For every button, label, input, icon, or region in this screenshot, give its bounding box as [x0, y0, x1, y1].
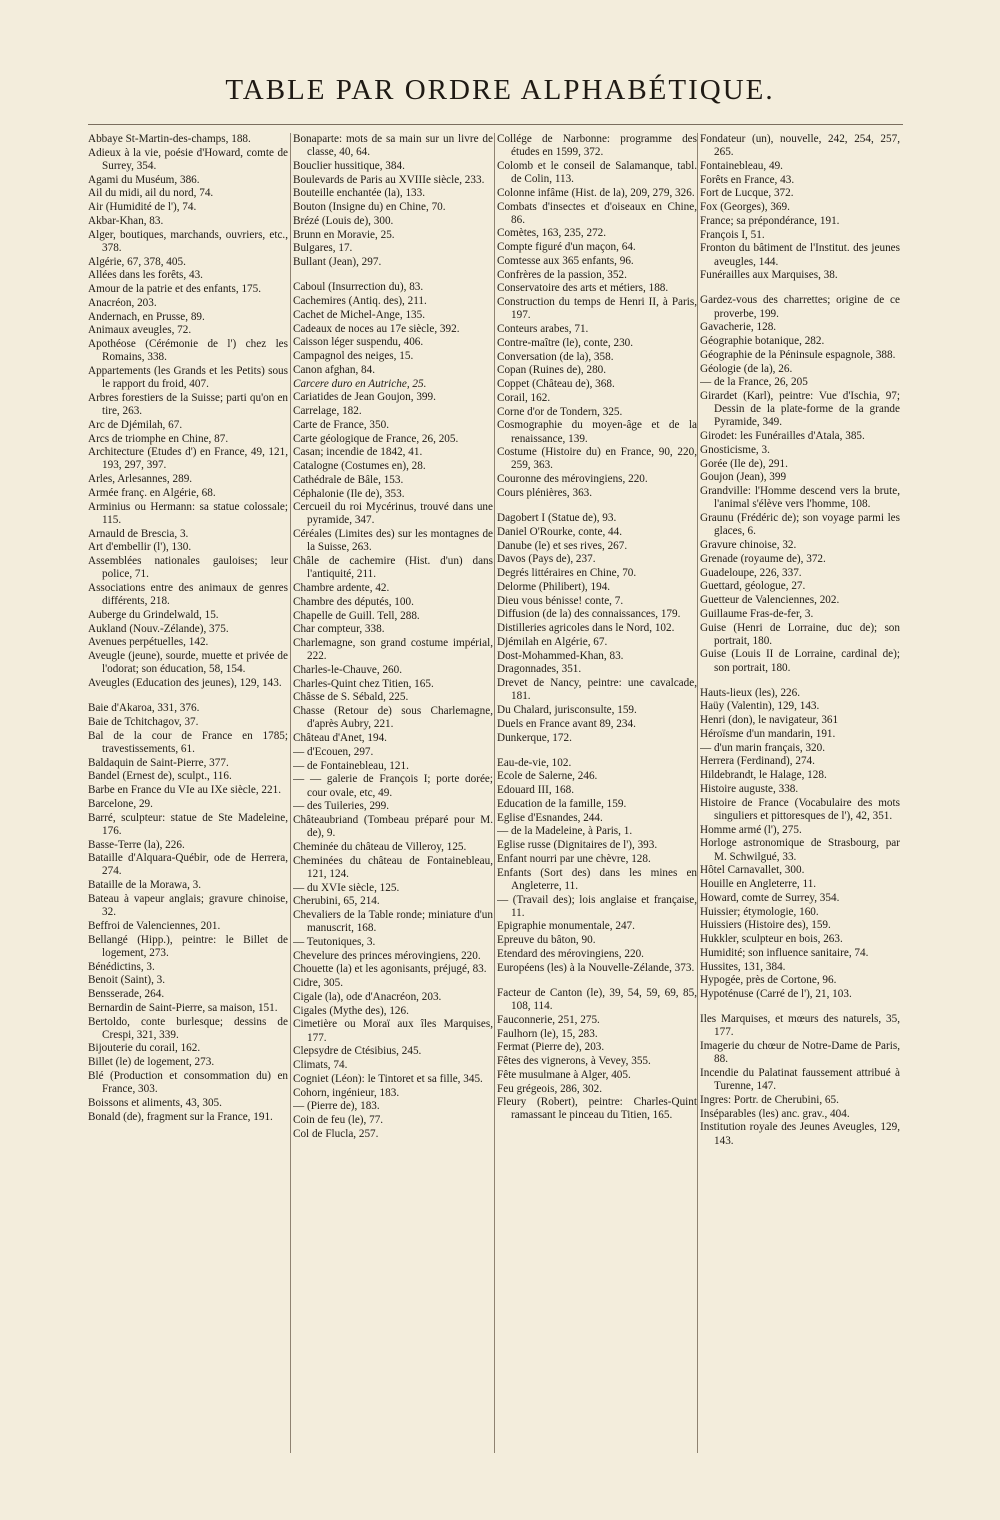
index-entry: Baie de Tchitchagov, 37. [88, 715, 199, 728]
index-entry: Davos (Pays de), 237. [497, 553, 596, 566]
index-entry: Bijouterie du corail, 162. [88, 1042, 201, 1055]
index-entry: Hussites, 131, 384. [700, 960, 786, 973]
index-entry: — de la France, 26, 205 [700, 376, 808, 389]
index-entry: Du Chalard, jurisconsulte, 159. [497, 704, 637, 716]
index-entry: Charles-le-Chauve, 260. [293, 663, 403, 676]
index-entry: Guise (Louis II de Lorraine, cardinal de); son portrait, 180. [700, 648, 900, 674]
index-entry: Cheminées du château de Fontainebleau, 121, 124. [293, 854, 493, 880]
index-entry: Guadeloupe, 226, 337. [700, 566, 802, 579]
index-entry: Céréales (Limites des) sur les montagnes de la Suisse, 263. [293, 528, 493, 554]
index-column-1 [88, 133, 288, 1453]
index-entry: — de la Madeleine, à Paris, 1. [497, 825, 633, 838]
index-entry: Basse-Terre (la), 226. [88, 838, 185, 851]
index-entry: Baie d'Akaroa, 331, 376. [88, 702, 200, 715]
index-entry: Aveugles (Education des jeunes), 129, 143. [88, 677, 282, 690]
index-entry: Hypogée, près de Cortone, 96. [700, 974, 837, 987]
index-entry: Bénédictins, 3. [88, 960, 155, 973]
index-entry: Cidre, 305. [293, 977, 344, 990]
index-entry: Dost-Mohammed-Khan, 83. [497, 649, 624, 662]
index-entry: Enfants (Sort des) dans les mines en Angleterre, 11. [497, 866, 697, 892]
index-entry: Gravure chinoise, 32. [700, 539, 797, 551]
index-entry: Howard, comte de Surrey, 354. [700, 891, 840, 904]
index-entry: Aveugle (jeune), sourde, muette et privée de l'odorat; son éducation, 58, 154. [88, 650, 288, 676]
index-entry: — des Tuileries, 299. [293, 800, 390, 813]
index-entry: Haüy (Valentin), 129, 143. [700, 700, 820, 713]
index-entry: Avenues perpétuelles, 142. [88, 636, 209, 649]
index-entry: Fleury (Robert), peintre: Charles-Quint ramassant le pinceau du Titien, 165. [497, 1096, 697, 1122]
index-entry: Akbar-Khan, 83. [88, 214, 164, 227]
index-entry: Confrères de la passion, 352. [497, 268, 627, 281]
index-entry: Bouclier hussitique, 384. [293, 159, 405, 172]
index-entry: Carrelage, 182. [293, 405, 362, 418]
index-entry: Andernach, en Prusse, 89. [88, 310, 205, 323]
index-entry: Iles Marquises, et mœurs des naturels, 35, 177. [700, 1013, 900, 1039]
index-entry: Houille en Angleterre, 11. [700, 878, 817, 891]
index-entry: — (Travail des); lois anglaise et française, 11. [497, 893, 697, 919]
index-entry: Cours plénières, 363. [497, 486, 593, 499]
index-entry: Girodet: les Funérailles d'Atala, 385. [700, 430, 865, 443]
index-entry: Assemblées nationales gauloises; leur police, 71. [88, 555, 288, 581]
index-entry: Animaux aveugles, 72. [88, 324, 192, 337]
index-entry: Dunkerque, 172. [497, 731, 572, 744]
index-entry: Bulgares, 17. [293, 242, 353, 255]
index-entry: Coin de feu (le), 77. [293, 1114, 384, 1127]
index-entry: Fauconnerie, 251, 275. [497, 1013, 600, 1026]
index-entry: Baldaquin de Saint-Pierre, 377. [88, 756, 229, 769]
index-entry: Incendie du Palatinat faussement attribué à Turenne, 147. [700, 1067, 900, 1093]
index-entry: Gardez-vous des charrettes; origine de ce proverbe, 199. [700, 294, 900, 320]
index-entry: Charlemagne, son grand costume impérial, 222. [293, 637, 493, 663]
index-entry: Forêts en France, 43. [700, 173, 795, 186]
index-entry: Arbres forestiers de la Suisse; parti qu'on en tire, 263. [88, 391, 288, 418]
index-entry: Barré, sculpteur: statue de Ste Madeleine, 176. [88, 811, 288, 837]
index-entry: Education de la famille, 159. [497, 797, 627, 810]
index-entry: Grenade (royaume de), 372. [700, 552, 826, 565]
index-entry: Fort de Lucque, 372. [700, 187, 794, 200]
index-entry: Cigale (la), ode d'Anacréon, 203. [293, 990, 442, 1003]
index-entry: Edouard III, 168. [497, 784, 575, 797]
index-entry: Bataille de la Morawa, 3. [88, 879, 202, 892]
index-entry: Associations entre des animaux de genres différents, 218. [88, 582, 288, 608]
index-entry: Brézé (Louis de), 300. [293, 214, 394, 227]
index-entry: Bandel (Ernest de), sculpt., 116. [88, 770, 232, 783]
index-entry: Guettard, géologue, 27. [700, 580, 806, 593]
index-entry: Eglise russe (Dignitaires de l'), 393. [497, 839, 658, 852]
index-entry: Guise (Henri de Lorraine, duc de); son portrait, 180. [700, 621, 900, 647]
index-entry: Amour de la patrie et des enfants, 175. [88, 283, 262, 296]
index-entry: Boulevards de Paris au XVIIIe siècle, 233. [293, 173, 485, 186]
index-entry: Cosmographie du moyen-âge et de la renaissance, 139. [497, 419, 697, 445]
index-entry: Charles-Quint chez Titien, 165. [293, 677, 434, 690]
index-entry: Feu grégeois, 286, 302. [497, 1082, 603, 1095]
index-entry: Bouteille enchantée (la), 133. [293, 187, 426, 200]
index-entry: Bullant (Jean), 297. [293, 256, 382, 269]
index-entry: Couronne des mérovingiens, 220. [497, 473, 648, 486]
index-entry: Fontainebleau, 49. [700, 159, 783, 172]
index-column-3 [497, 133, 697, 1453]
index-entry: Ingres: Portr. de Cherubini, 65. [700, 1093, 839, 1106]
index-entry: Homme armé (l'), 275. [700, 823, 802, 836]
index-entry: Chasse (Retour de) sous Charlemagne, d'après Aubry, 221. [293, 705, 493, 731]
index-entry: Cathédrale de Bâle, 153. [293, 473, 404, 486]
index-entry: Bellangé (Hipp.), peintre: le Billet de logement, 273. [88, 933, 288, 959]
index-entry: Châteaubriand (Tombeau préparé pour M. de), 9. [293, 814, 493, 840]
index-entry: Comètes, 163, 235, 272. [497, 227, 607, 240]
index-entry: Bateau à vapeur anglais; gravure chinoise, 32. [88, 892, 288, 919]
index-entry: Beffroi de Valenciennes, 201. [88, 919, 221, 932]
index-entry: Arcs de triomphe en Chine, 87. [88, 432, 229, 445]
index-entry: Casan; incendie de 1842, 41. [293, 446, 423, 459]
index-entry: Hauts-lieux (les), 226. [700, 686, 801, 699]
index-entry: Chapelle de Guill. Tell, 288. [293, 609, 420, 622]
index-entry: Climats, 74. [293, 1059, 348, 1072]
index-entry: — Teutoniques, 3. [293, 935, 376, 948]
index-entry: Copan (Ruines de), 280. [497, 364, 607, 377]
index-entry: Fronton du bâtiment de l'Institut. des jeunes aveugles, 144. [700, 242, 900, 268]
index-entry: Eglise d'Esnandes, 244. [497, 811, 603, 824]
index-entry: Conservatoire des arts et métiers, 188. [497, 282, 669, 295]
index-entry: Guillaume Fras-de-fer, 3. [700, 607, 814, 620]
index-entry: Hôtel Carnavallet, 300. [700, 864, 805, 877]
index-entry: Châle de cachemire (Hist. d'un) dans l'antiquité, 211. [293, 555, 493, 581]
index-entry: Colomb et le conseil de Salamanque, tabl. de Colin, 113. [497, 159, 697, 186]
index-entry: Abbaye St-Martin-des-champs, 188. [88, 133, 251, 145]
index-entry: Hypoténuse (Carré de l'), 21, 103. [700, 988, 852, 1001]
index-entry: Géographie de la Péninsule espagnole, 388. [700, 348, 896, 361]
index-entry: — (Pierre de), 183. [293, 1100, 380, 1113]
index-entry: — du XVIe siècle, 125. [293, 881, 400, 894]
index-entry: Institution royale des Jeunes Aveugles, 129, 143. [700, 1121, 900, 1147]
index-column-4 [700, 133, 900, 1453]
index-entry: Chambre ardente, 42. [293, 582, 390, 595]
index-entry: Apothéose (Cérémonie de l') chez les Romains, 338. [88, 338, 288, 364]
index-entry: Goujon (Jean), 399 [700, 471, 787, 484]
column-divider [494, 133, 495, 1453]
index-entry: Héroïsme d'un mandarin, 191. [700, 727, 836, 740]
index-entry: Colonne infâme (Hist. de la), 209, 279, 326. [497, 186, 695, 199]
index-entry: Facteur de Canton (le), 39, 54, 59, 69, 85, 108, 114. [497, 986, 697, 1013]
index-entry: Arnauld de Brescia, 3. [88, 527, 189, 540]
index-entry: Dieu vous bénisse! conte, 7. [497, 594, 624, 607]
index-entry: Humidité; son influence sanitaire, 74. [700, 946, 869, 959]
index-entry: Cariatides de Jean Goujon, 399. [293, 391, 436, 404]
index-entry: Cigales (Mythe des), 126. [293, 1004, 409, 1017]
index-entry: Fox (Georges), 369. [700, 201, 790, 214]
index-entry: Duels en France avant 89, 234. [497, 717, 636, 730]
index-entry: Art d'embellir (l'), 130. [88, 541, 192, 554]
index-entry: Etendard des mérovingiens, 220. [497, 947, 644, 960]
index-entry: Cercueil du roi Mycérinus, trouvé dans une pyramide, 347. [293, 501, 493, 527]
index-entry: Barbe en France du VIe au IXe siècle, 221. [88, 784, 282, 797]
index-entry: Eau-de-vie, 102. [497, 756, 572, 769]
index-entry: François I, 51. [700, 228, 765, 241]
index-entry: Aukland (Nouv.-Zélande), 375. [88, 622, 229, 635]
index-entry: Grandville: l'Homme descend vers la brute, l'animal s'élève vers l'homme, 108. [700, 485, 900, 511]
index-entry: Fêtes des vignerons, à Vevey, 355. [497, 1055, 651, 1068]
index-entry: Compte figuré d'un maçon, 64. [497, 241, 636, 254]
index-entry: Brunn en Moravie, 25. [293, 228, 395, 241]
index-entry: Algérie, 67, 378, 405. [88, 255, 186, 268]
index-entry: Cherubini, 65, 214. [293, 895, 380, 908]
index-entry: Arc de Djémilah, 67. [88, 418, 183, 431]
index-entry: Cachemires (Antiq. des), 211. [293, 295, 427, 308]
index-entry: Girardet (Karl), peintre: Vue d'Ischia, 97; Dessin de la plate-forme de la grande Pyramide, 349. [700, 390, 900, 429]
index-entry: Ail du midi, ail du nord, 74. [88, 187, 214, 200]
index-entry: Enfant nourri par une chèvre, 128. [497, 852, 651, 865]
index-entry: Horloge astronomique de Strasbourg, par M. Schwilgué, 33. [700, 837, 900, 863]
index-entry: — de Fontainebleau, 121. [293, 759, 409, 772]
index-entry: Imagerie du chœur de Notre-Dame de Paris, 88. [700, 1040, 900, 1066]
index-entry: Catalogne (Costumes en), 28. [293, 460, 426, 473]
index-entry: Conversation (de la), 358. [497, 350, 614, 363]
index-entry: Boissons et aliments, 43, 305. [88, 1096, 222, 1109]
index-entry: Costume (Histoire du) en France, 90, 220, 259, 363. [497, 446, 697, 472]
index-entry: Gorée (Ile de), 291. [700, 457, 788, 470]
index-entry: Fête musulmane à Alger, 405. [497, 1068, 631, 1081]
index-entry: Cachet de Michel-Ange, 135. [293, 308, 426, 321]
index-entry: Arles, Arlesannes, 289. [88, 473, 193, 486]
index-entry: Contre-maître (le), conte, 230. [497, 336, 634, 349]
index-entry: Collége de Narbonne: programme des études en 1599, 372. [497, 133, 697, 159]
index-entry: Guetteur de Valenciennes, 202. [700, 594, 840, 606]
column-divider [290, 133, 291, 1453]
index-entry: Chambre des députés, 100. [293, 595, 414, 608]
index-entry: Barcelone, 29. [88, 797, 153, 810]
index-entry: Fondateur (un), nouvelle, 242, 254, 257, 265. [700, 133, 900, 159]
index-entry: Agami du Muséum, 386. [88, 173, 200, 186]
index-entry: Armée franç. en Algérie, 68. [88, 486, 216, 499]
index-entry: Char compteur, 338. [293, 623, 385, 636]
index-entry: Gnosticisme, 3. [700, 443, 770, 456]
index-entry: Djémilah en Algérie, 67. [497, 635, 608, 648]
index-entry: Bouton (Insigne du) en Chine, 70. [293, 201, 446, 214]
index-entry: Corne d'or de Tondern, 325. [497, 405, 623, 418]
index-entry: Bonaparte: mots de sa main sur un livre de classe, 40, 64. [293, 133, 493, 159]
index-entry: Corail, 162. [497, 391, 551, 404]
index-entry: Fermat (Pierre de), 203. [497, 1041, 605, 1054]
index-entry: Delorme (Philibert), 194. [497, 580, 611, 593]
index-entry: Funérailles aux Marquises, 38. [700, 269, 838, 282]
index-entry: Drevet de Nancy, peintre: une cavalcade, 181. [497, 677, 697, 703]
index-entry: Cohorn, ingénieur, 183. [293, 1086, 400, 1099]
index-entry: — d'Ecouen, 297. [293, 745, 374, 758]
index-entry: Degrés littéraires en Chine, 70. [497, 567, 637, 580]
index-entry: Carte de France, 350. [293, 418, 389, 431]
index-entry: Huissier; étymologie, 160. [700, 905, 819, 918]
index-entry: Faulhorn (le), 15, 283. [497, 1027, 598, 1040]
index-entry: Ecole de Salerne, 246. [497, 770, 598, 783]
index-entry: — — galerie de François I; porte dorée; cour ovale, etc, 49. [293, 773, 493, 799]
index-entry: Clepsydre de Ctésibius, 245. [293, 1045, 422, 1058]
index-entry: Histoire de France (Vocabulaire des mots singuliers et pittoresques de l'), 42, 351. [700, 796, 900, 822]
index-entry: Combats d'insectes et d'oiseaux en Chine, 86. [497, 200, 697, 226]
index-entry: Bataille d'Alquara-Québir, ode de Herrera, 274. [88, 852, 288, 878]
index-entry: Architecture (Etudes d') en France, 49, 121, 193, 297, 397. [88, 446, 288, 472]
index-entry: Arminius ou Hermann: sa statue colossale; 115. [88, 500, 288, 526]
index-entry: Alger, boutiques, marchands, ouvriers, etc., 378. [88, 228, 288, 254]
index-entry: Châsse de S. Sébald, 225. [293, 691, 409, 704]
index-entry: Dragonnades, 351. [497, 663, 582, 676]
index-entry: Air (Humidité de l'), 74. [88, 201, 197, 214]
index-entry: Allées dans les forêts, 43. [88, 269, 203, 282]
index-entry: Col de Flucla, 257. [293, 1127, 379, 1140]
index-entry: Caisson léger suspendu, 406. [293, 336, 424, 349]
index-entry: Campagnol des neiges, 15. [293, 350, 414, 363]
index-entry: Bernardin de Saint-Pierre, sa maison, 151. [88, 1001, 278, 1014]
index-entry: Chevaliers de la Table ronde; miniature d'un manuscrit, 168. [293, 909, 493, 935]
index-entry: Bertoldo, conte burlesque; dessins de Crespi, 321, 339. [88, 1015, 288, 1041]
index-entry: Chouette (la) et les agonisants, préjugé, 83. [293, 963, 487, 976]
title-rule [88, 124, 903, 125]
index-entry: Construction du temps de Henri II, à Paris, 197. [497, 296, 697, 322]
index-entry: Géologie (de la), 26. [700, 362, 793, 375]
index-entry: Chevelure des princes mérovingiens, 220. [293, 949, 481, 962]
index-entry: Caboul (Insurrection du), 83. [293, 281, 424, 294]
index-entry: Distilleries agricoles dans le Nord, 102. [497, 622, 675, 635]
index-entry: Hukkler, sculpteur en bois, 263. [700, 933, 843, 946]
index-entry: Cimetière ou Moraï aux îles Marquises, 177. [293, 1018, 493, 1044]
index-entry: Cogniet (Léon): le Tintoret et sa fille, 345. [293, 1072, 483, 1085]
index-entry: Henri (don), le navigateur, 361 [700, 714, 839, 727]
index-entry: Appartements (les Grands et les Petits) sous le rapport du froid, 407. [88, 364, 288, 391]
index-entry: Bensserade, 264. [88, 988, 165, 1000]
index-entry: Géographie botanique, 282. [700, 335, 825, 348]
index-column-2 [293, 133, 493, 1453]
index-entry: Carcere duro en Autriche, 25. [293, 377, 427, 390]
index-entry: Blé (Production et consommation du) en France, 303. [88, 1069, 288, 1096]
index-entry: Graunu (Frédéric de); son voyage parmi les glaces, 6. [700, 512, 900, 538]
index-entry: Auberge du Grindelwald, 15. [88, 608, 219, 621]
index-entry: Histoire auguste, 338. [700, 782, 799, 795]
index-entry: Cadeaux de noces au 17e siècle, 392. [293, 322, 460, 335]
index-entry: France; sa prépondérance, 191. [700, 214, 840, 227]
index-entry: Conteurs arabes, 71. [497, 323, 589, 336]
index-entry: Adieux à la vie, poésie d'Howard, comte de Surrey, 354. [88, 146, 288, 172]
index-entry: Inséparables (les) anc. grav., 404. [700, 1107, 850, 1120]
index-entry: Daniel O'Rourke, conte, 44. [497, 525, 623, 538]
index-entry: Gavacherie, 128. [700, 321, 777, 334]
index-entry: Carte géologique de France, 26, 205. [293, 432, 459, 445]
index-entry: Cheminée du château de Villeroy, 125. [293, 840, 467, 853]
index-entry: Diffusion (de la) des connaissances, 179. [497, 608, 681, 621]
index-entry: Hildebrandt, le Halage, 128. [700, 769, 827, 782]
index-entry: Coppet (Château de), 368. [497, 378, 615, 391]
index-entry: Epigraphie monumentale, 247. [497, 920, 635, 933]
page-title: TABLE PAR ORDRE ALPHABÉTIQUE. [225, 74, 775, 106]
index-entry: — d'un marin français, 320. [700, 741, 826, 754]
index-entry: Château d'Anet, 194. [293, 732, 387, 745]
index-entry: Benoit (Saint), 3. [88, 974, 166, 987]
index-entry: Huissiers (Histoire des), 159. [700, 919, 831, 932]
index-entry: Bal de la cour de France en 1785; travestissements, 61. [88, 729, 288, 755]
index-entry: Danube (le) et ses rives, 267. [497, 539, 628, 552]
index-entry: Européens (les) à la Nouvelle-Zélande, 373. [497, 961, 695, 974]
index-entry: Canon afghan, 84. [293, 363, 376, 376]
index-entry: Billet (le) de logement, 273. [88, 1056, 215, 1069]
index-entry: Herrera (Ferdinand), 274. [700, 755, 815, 768]
index-entry: Epreuve du bâton, 90. [497, 934, 596, 947]
index-entry: Céphalonie (Ile de), 353. [293, 487, 405, 500]
index-entry: Bonald (de), fragment sur la France, 191. [88, 1110, 273, 1123]
column-divider [697, 133, 698, 1453]
index-entry: Comtesse aux 365 enfants, 96. [497, 254, 634, 267]
index-entry: Dagobert I (Statue de), 93. [497, 512, 617, 525]
index-entry: Anacréon, 203. [88, 296, 157, 309]
